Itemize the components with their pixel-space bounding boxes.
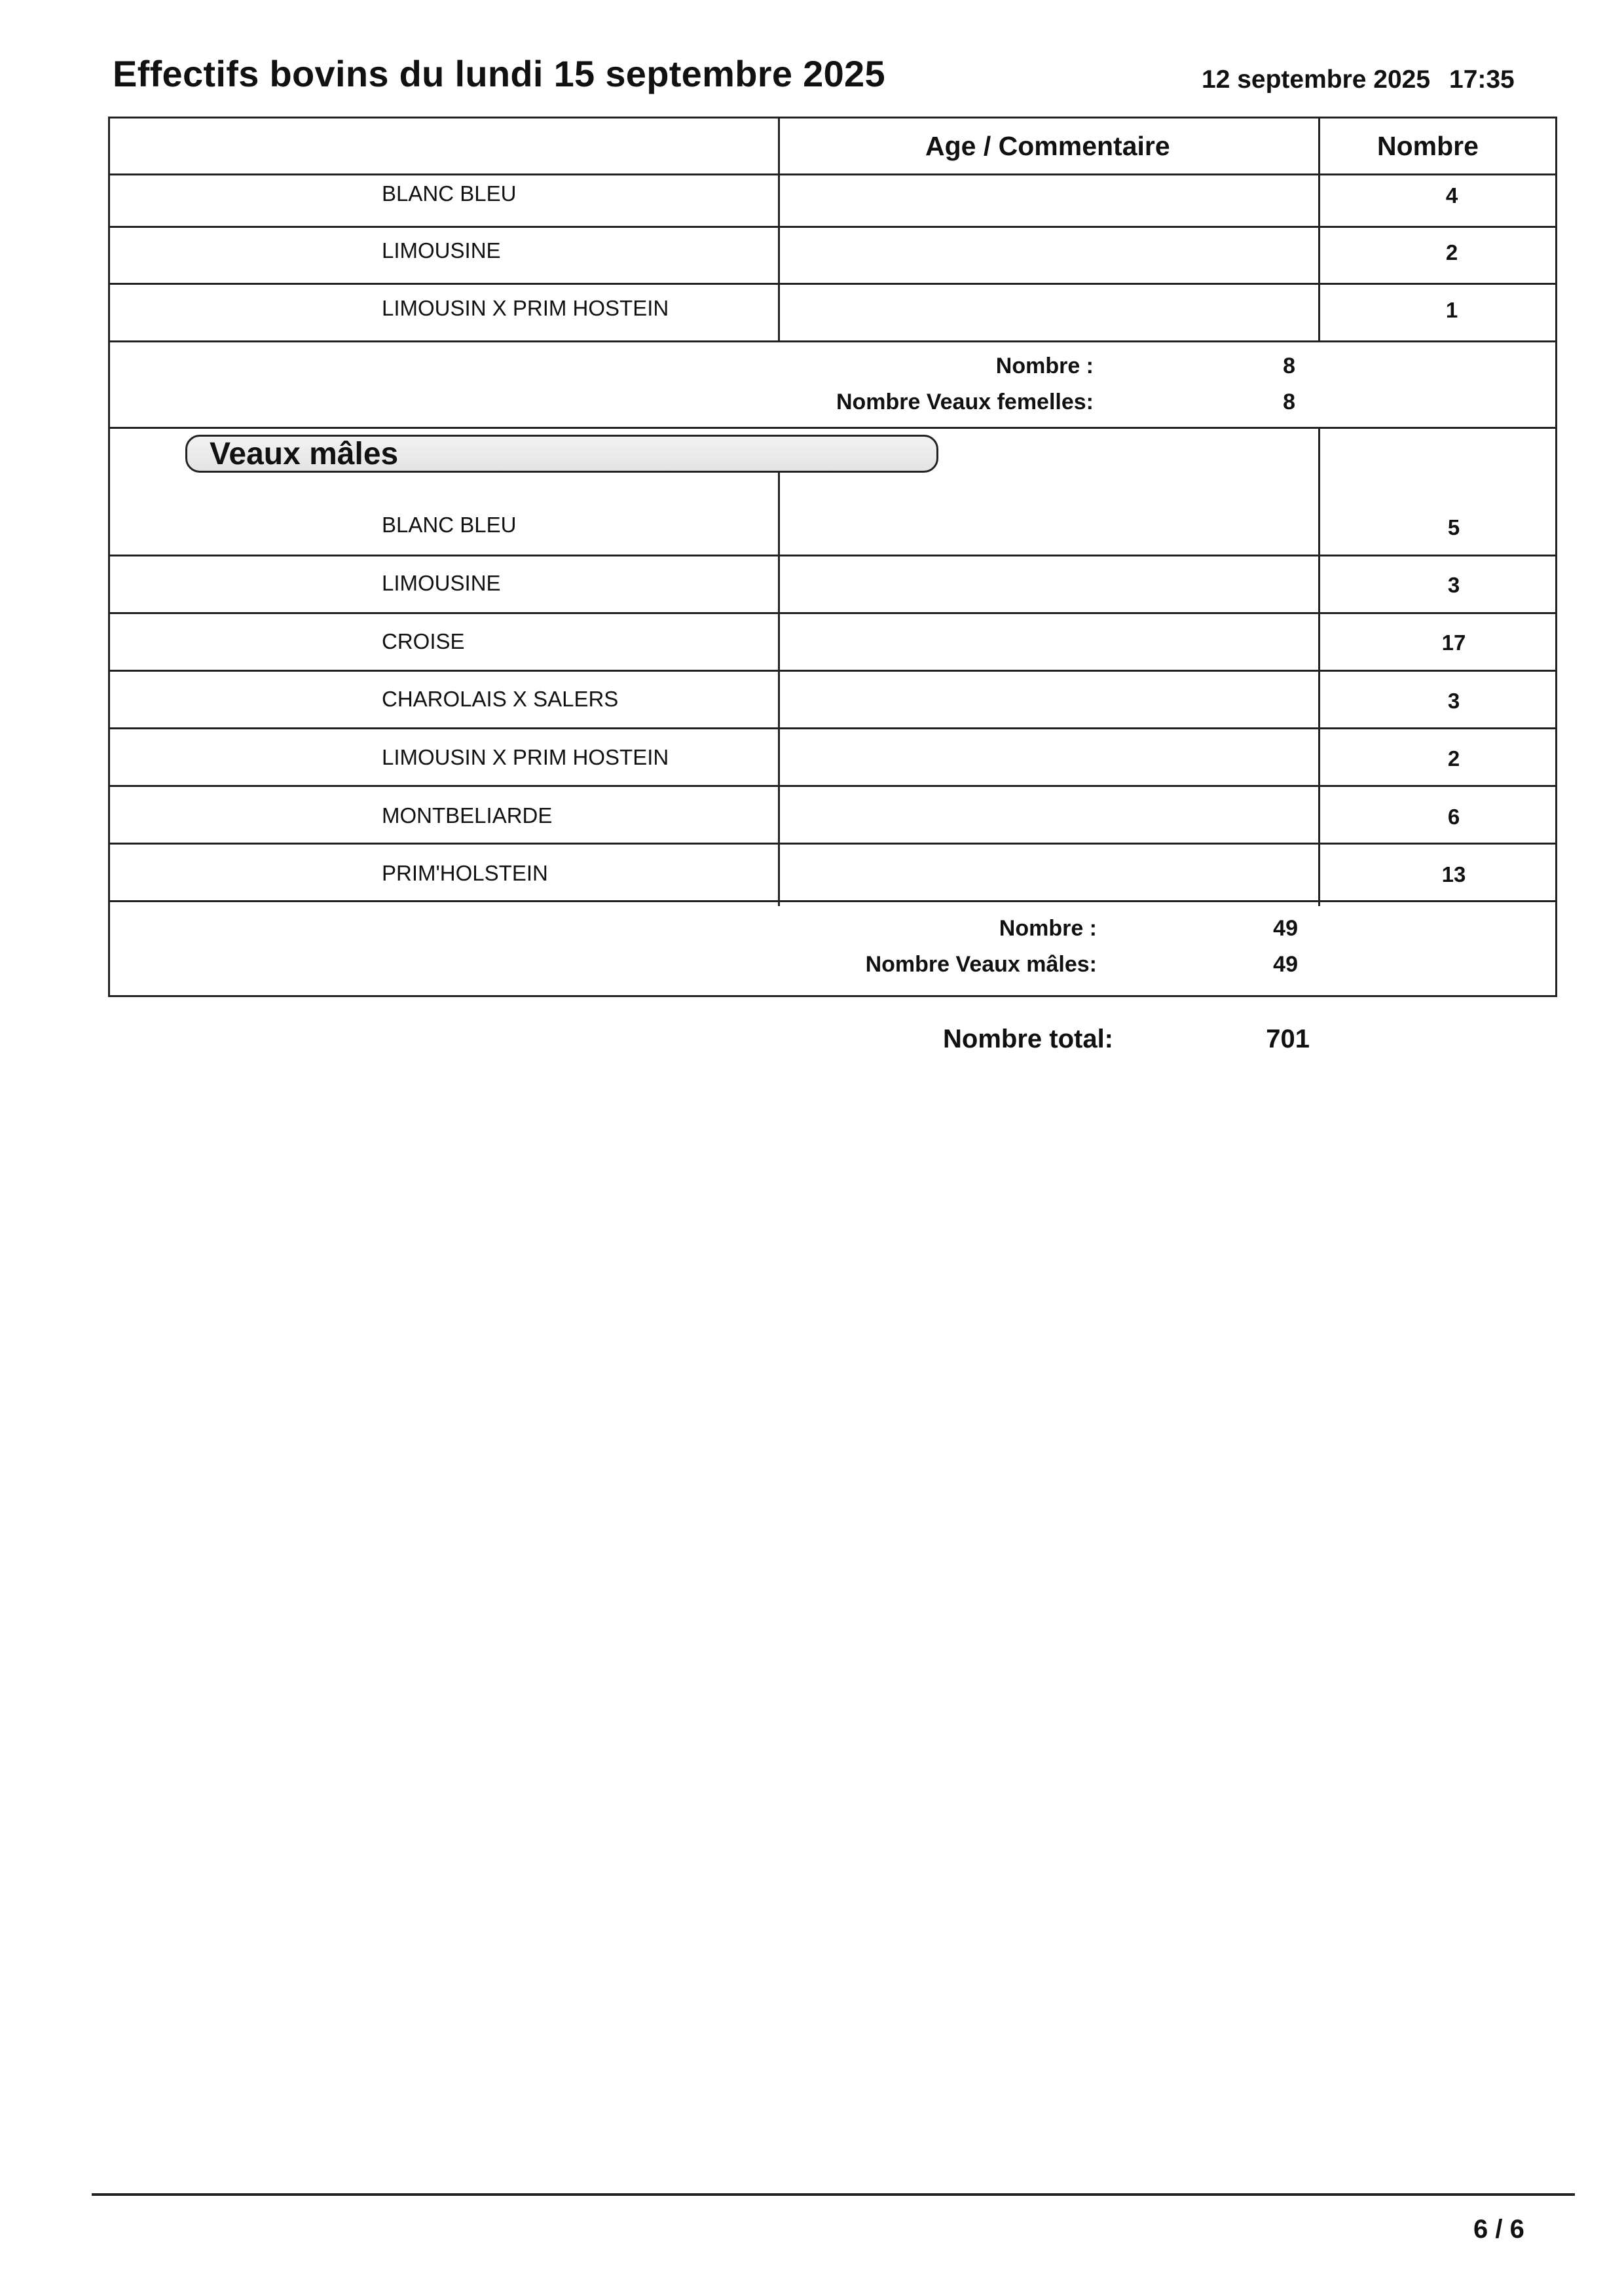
breed-cell: PRIM'HOLSTEIN [382,861,548,885]
count-cell: 5 [1447,515,1460,539]
count-cell: 3 [1447,573,1460,597]
table-frame [108,117,1557,997]
report-title: Effectifs bovins du lundi 15 septembre 2025 [113,53,885,94]
count-cell: 6 [1447,805,1460,829]
count-cell: 2 [1445,240,1458,264]
row-divider [108,727,1557,729]
breed-cell: BLANC BLEU [382,181,517,206]
group-title-males: Veaux mâles [210,437,399,471]
row-divider [108,173,1557,175]
group-total-label: Nombre Veaux femelles: [836,390,1094,414]
breed-cell: LIMOUSINE [382,571,501,595]
grand-total-label: Nombre total: [943,1025,1113,1053]
page-number: 6 / 6 [1473,2215,1524,2244]
subtotal-label: Nombre : [999,916,1097,941]
row-divider [108,427,1557,429]
column-header-count: Nombre [1377,131,1479,161]
breed-cell: BLANC BLEU [382,513,517,537]
row-divider [108,843,1557,845]
subtotal-value: 49 [1273,916,1298,941]
subtotal-label: Nombre : [995,354,1094,378]
print-date: 12 septembre 2025 [1202,65,1431,94]
group-total-label: Nombre Veaux mâles: [865,952,1097,977]
column-header-age: Age / Commentaire [925,131,1170,161]
row-divider [108,900,1557,902]
breed-cell: CROISE [382,629,465,653]
row-divider [108,785,1557,787]
row-divider [108,226,1557,228]
column-divider [1318,427,1320,906]
breed-cell: MONTBELIARDE [382,803,553,828]
row-divider [108,283,1557,285]
row-divider [108,612,1557,614]
row-divider [108,555,1557,556]
group-total-value: 8 [1283,390,1295,414]
footer-rule [92,2193,1575,2196]
count-cell: 4 [1445,183,1458,208]
row-divider [108,670,1557,672]
breed-cell: LIMOUSIN X PRIM HOSTEIN [382,745,669,769]
count-cell: 17 [1441,630,1466,655]
count-cell: 3 [1447,689,1460,713]
column-divider [1318,117,1320,342]
breed-cell: LIMOUSINE [382,238,501,263]
subtotal-value: 8 [1283,354,1295,378]
grand-total-value: 701 [1266,1025,1310,1053]
breed-cell: LIMOUSIN X PRIM HOSTEIN [382,296,669,320]
breed-cell: CHAROLAIS X SALERS [382,687,619,711]
group-total-value: 49 [1273,952,1298,977]
count-cell: 13 [1441,862,1466,886]
count-cell: 2 [1447,746,1460,771]
column-divider [778,464,780,906]
print-time: 17:35 [1449,65,1515,94]
row-divider [108,340,1557,342]
column-divider [778,117,780,342]
count-cell: 1 [1445,298,1458,322]
